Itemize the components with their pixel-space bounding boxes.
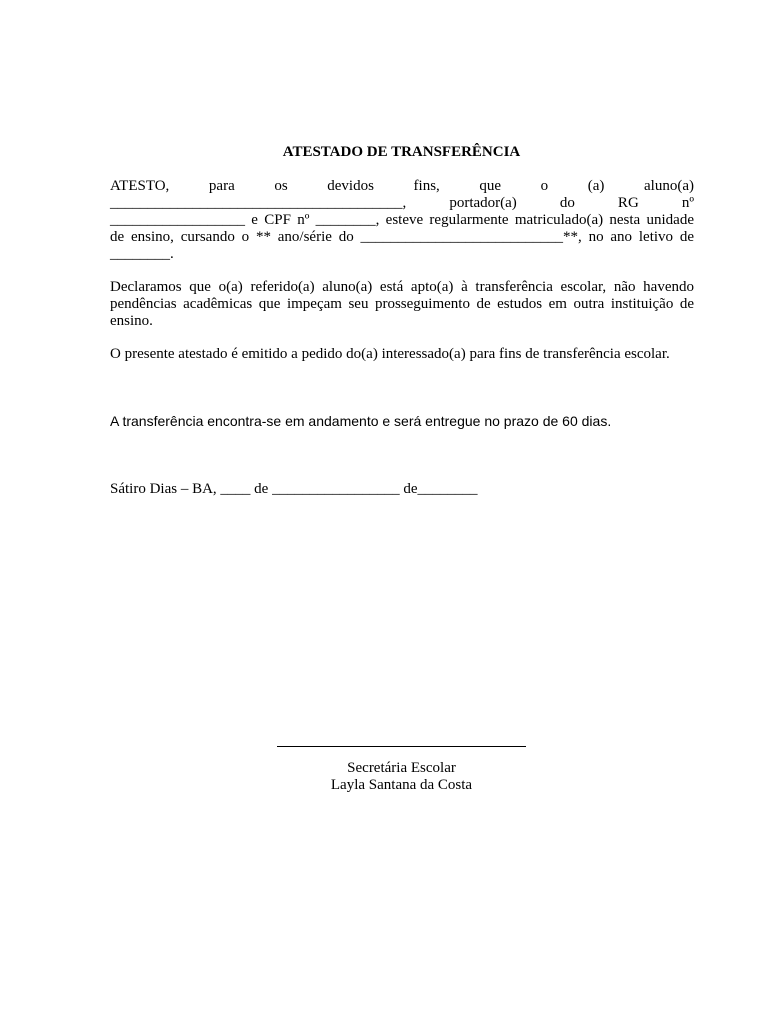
purpose-paragraph: O presente atestado é emitido a pedido do(a) interessado(a) para fins de transferência escolar. xyxy=(110,346,670,362)
attestation-line-4: de ensino, cursando o ** ano/série do ___________________________**, no ano letivo de xyxy=(110,229,694,245)
signature-line xyxy=(277,746,526,747)
signature-name: Layla Santana da Costa xyxy=(330,777,473,793)
attestation-line-1: ATESTO, para os devidos fins, que o (a) aluno(a) xyxy=(110,178,694,194)
signature-block xyxy=(0,760,768,794)
transfer-status-paragraph: A transferência encontra-se em andamento e será entregue no prazo de 60 dias. xyxy=(110,413,612,429)
attestation-line-2: _______________________________________, portador(a) do RG nº xyxy=(110,195,694,211)
signature-role: Secretária Escolar xyxy=(347,760,456,776)
document-title: ATESTADO DE TRANSFERÊNCIA xyxy=(282,144,521,160)
place-date-line: Sátiro Dias – BA, ____ de _________________ de________ xyxy=(110,481,478,497)
attestation-line-5: ________. xyxy=(110,246,174,262)
declaration-paragraph: Declaramos que o(a) referido(a) aluno(a) está apto(a) à transferência escolar, não havendo pendências acadêmicas que impeçam seu prosseguimento de estudos em outra instituição de ensino. xyxy=(110,279,694,329)
attestation-line-3: __________________ e CPF nº ________, esteve regularmente matriculado(a) nesta unidade xyxy=(110,212,694,228)
attestation-paragraph xyxy=(110,178,694,263)
